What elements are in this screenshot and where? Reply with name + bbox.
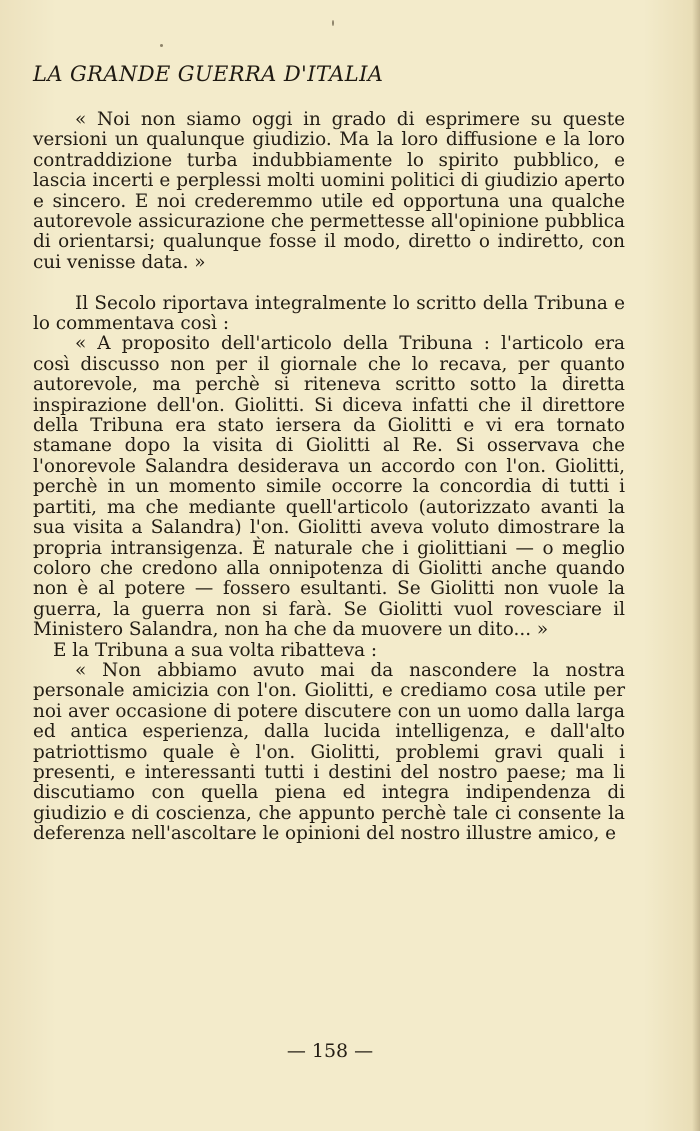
paragraph-tribuna-quote: « Non abbiamo avuto mai da nascondere la nostra personale amicizia con l'on. Giolitti, e crediamo cosa utile per noi aver occasione di potere discutere con un uomo dalla larga ed antica esperienza, dalla lucida intelligenza, e dall'alto patriottismo quale è l'on. Giolitti, problemi gravi quali i presenti, e interessanti tutti i destini del nostro paese; ma li discutiamo con quella piena ed integra indipendenza di giudizio e di coscienza, che appunto perchè tale ci consente la deferenza nell'ascoltare le opinioni del nostro illustre amico, e [33, 659, 625, 845]
page-body [33, 110, 625, 845]
paragraph-spacer [33, 273, 625, 293]
page-edge-shadow [692, 0, 700, 1131]
paragraph-quote-1: « Noi non siamo oggi in grado di esprimere su queste versioni un qualunque giudizio. Ma la loro diffusione e la loro contraddizione turba indubbiamente lo spirito pubblico, e lascia incerti e perplessi molti uomini politici di giudizio aperto e sincero. E noi crederemmo utile ed opportuna una qualche autorevole assicurazione che permettesse all'opinione pubblica di orientarsi; qualunque fosse il modo, diretto o indiretto, con cui venisse data. » [33, 109, 625, 273]
page-number: — 158 — [286, 1040, 374, 1062]
paper-speck [332, 20, 334, 26]
paragraph-secolo-intro: Il Secolo riportava integralmente lo scritto della Tribuna e lo commentava così : [33, 292, 625, 335]
paragraph-tribuna-intro: E la Tribuna a sua volta ribatteva : [53, 639, 378, 661]
running-header: LA GRANDE GUERRA D'ITALIA [33, 62, 384, 86]
paragraph-secolo-quote: « A proposito dell'articolo della Tribuna : l'articolo era così discusso non per il giornale che lo recava, per quanto autorevole, ma perchè si riteneva scritto sotto la diretta inspirazione dell'on. Giolitti. Si diceva infatti che il direttore della Tribuna era stato iersera da Giolitti e vi era tornato stamane dopo la visita di Giolitti al Re. Si osservava che l'onorevole Salandra desiderava un accordo con l'on. Giolitti, perchè in un momento simile occorre la concordia di tutti i partiti, ma che mediante quell'articolo (autorizzato avanti la sua visita a Salandra) l'on. Giolitti aveva voluto dimostrare la propria intransigenza. È naturale che i giolittiani — o meglio coloro che credono alla onnipotenza di Giolitti anche quando non è al potere — fossero esultanti. Se Giolitti non vuole la guerra, la guerra non si farà. Se Giolitti vuol rovesciare il Ministero Salandra, non ha che da muovere un dito... » [33, 333, 625, 641]
paper-speck [160, 44, 163, 47]
